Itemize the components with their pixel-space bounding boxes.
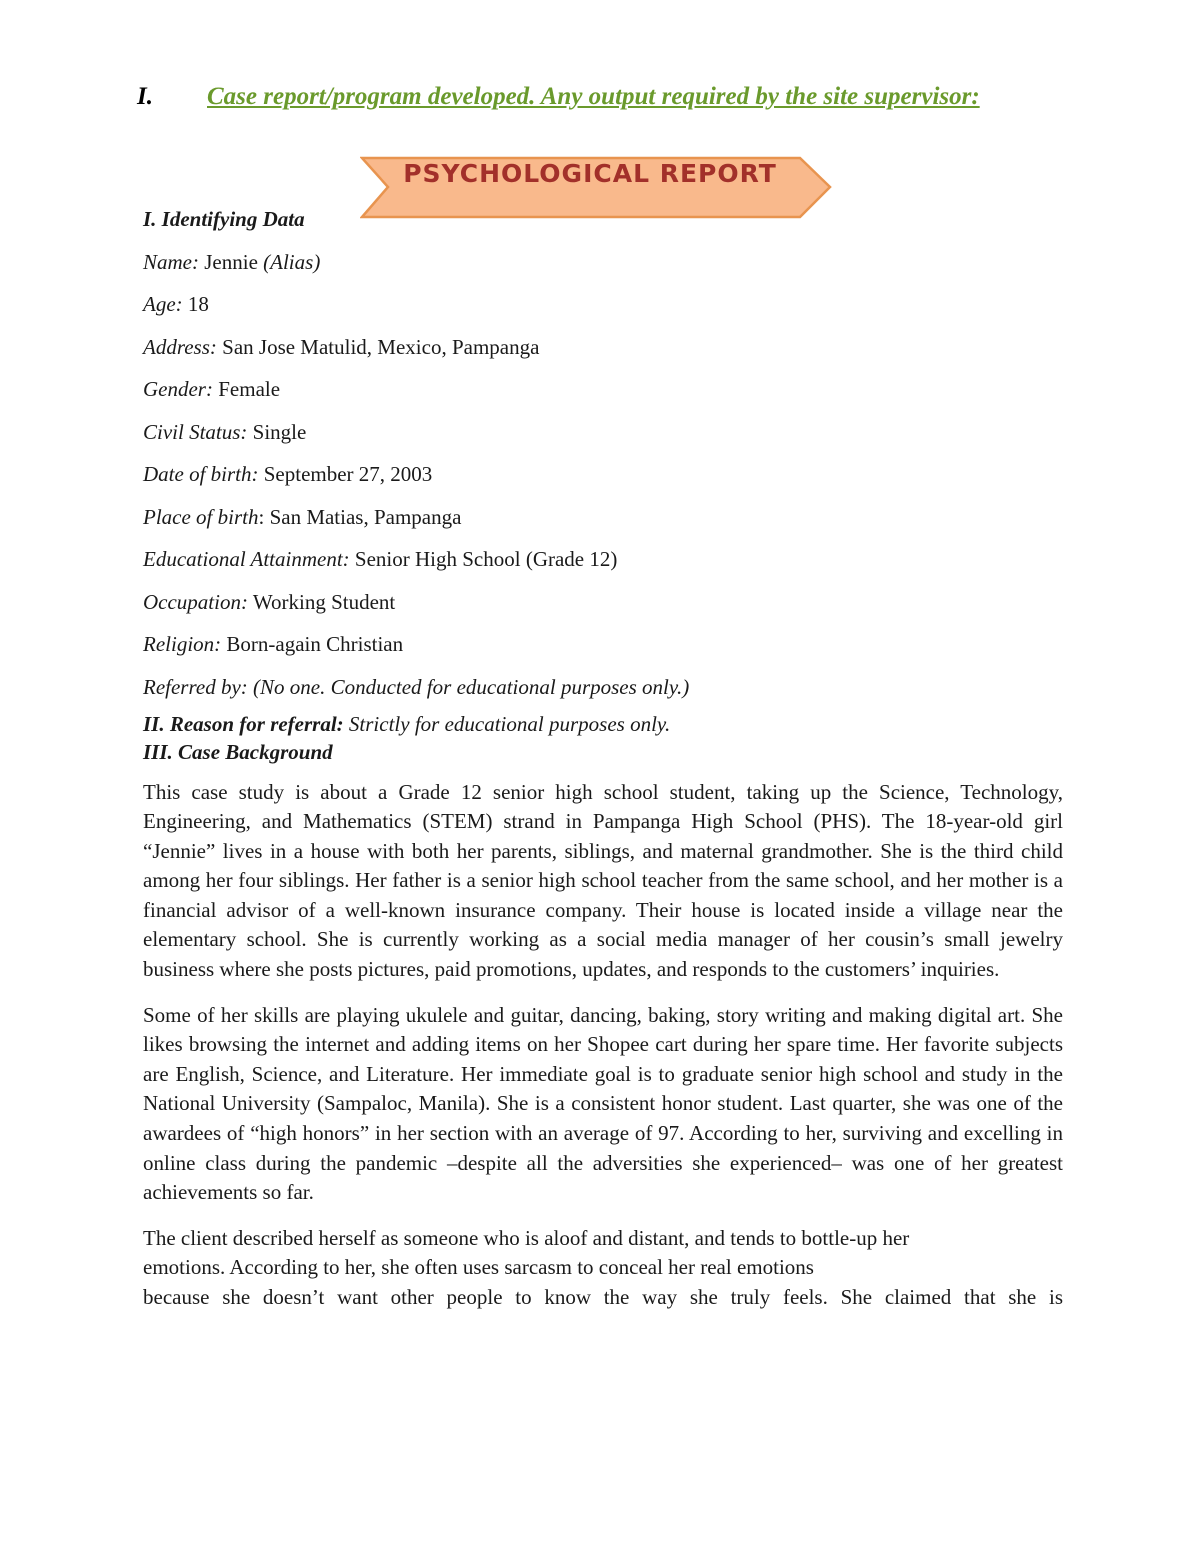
case-background-paragraph-3-line-1: The client described herself as someone who is aloof and distant, and tends to bottle-up her bbox=[143, 1225, 910, 1250]
case-background-paragraph-3-line-3: because she doesn’t want other people to know the way she truly feels. She claimed that she is bbox=[143, 1285, 1063, 1309]
field-label: Civil Status: bbox=[143, 419, 248, 444]
reason-for-referral bbox=[143, 710, 1063, 738]
field-label: Age: bbox=[143, 292, 183, 316]
field-occupation bbox=[143, 587, 1063, 617]
field-label: Place of birth bbox=[143, 504, 259, 529]
field-age bbox=[143, 289, 1063, 319]
report-title: PSYCHOLOGICAL REPORT bbox=[403, 159, 777, 188]
field-label: Referred by: (No one. Conducted for educational purposes only.) bbox=[143, 674, 690, 699]
field-value: : San Matias, Pampanga bbox=[258, 504, 462, 529]
section-heading-text: Case report/program developed. Any output required by the site supervisor: bbox=[207, 83, 980, 110]
field-civil-status bbox=[143, 417, 1063, 447]
field-gender bbox=[143, 374, 1063, 404]
field-value: September 27, 2003 bbox=[258, 462, 433, 486]
section-heading-number: I. bbox=[137, 83, 153, 110]
reason-heading: II. Reason for referral: bbox=[143, 711, 344, 736]
field-label: Educational Attainment: bbox=[143, 547, 350, 571]
field-value: Jennie bbox=[199, 249, 264, 274]
field-value: Female bbox=[212, 377, 281, 401]
report-body bbox=[143, 204, 1063, 1313]
field-label: Occupation: bbox=[143, 589, 248, 614]
field-label: Address: bbox=[143, 334, 217, 359]
field-value: Working Student bbox=[247, 589, 396, 614]
field-label: Date of birth: bbox=[143, 462, 259, 486]
field-religion bbox=[143, 629, 1063, 659]
identifying-data-heading: I. Identifying Data bbox=[143, 207, 305, 231]
case-background-paragraph-3-line-2: emotions. According to her, she often uses sarcasm to conceal her real emotions bbox=[143, 1255, 814, 1280]
field-value: 18 bbox=[182, 292, 209, 316]
field-value-alias: (Alias) bbox=[263, 249, 321, 274]
field-educational-attainment bbox=[143, 544, 1063, 574]
case-background-paragraph-2: Some of her skills are playing ukulele and guitar, dancing, baking, story writing and making digital art. She likes browsing the internet and adding items on her Shopee cart during her spare time. Her favorite subjects are English, Science, and Literature. Her immediate goal is to graduate senior high school and study in the National University (Sampaloc, Manila). She is a consistent honor student. Last quarter, she was one of the awardees of “high honors” in her section with an average of 97. According to her, surviving and excelling in online class during the pandemic –despite all the adversities she experienced– was one of her greatest achievements so far. bbox=[143, 1002, 1063, 1205]
reason-text: Strictly for educational purposes only. bbox=[343, 711, 671, 736]
field-value: Senior High School (Grade 12) bbox=[349, 547, 618, 571]
field-value: Single bbox=[247, 419, 307, 444]
field-referred-by bbox=[143, 672, 1063, 702]
field-value: San Jose Matulid, Mexico, Pampanga bbox=[216, 334, 540, 359]
field-label: Gender: bbox=[143, 377, 213, 401]
field-name bbox=[143, 247, 1063, 277]
field-date-of-birth bbox=[143, 459, 1063, 489]
field-address bbox=[143, 332, 1063, 362]
field-label: Religion: bbox=[143, 632, 222, 656]
field-value: Born-again Christian bbox=[221, 632, 404, 656]
case-background-heading: III. Case Background bbox=[143, 739, 333, 764]
section-heading bbox=[137, 80, 1077, 114]
field-place-of-birth bbox=[143, 502, 1063, 532]
case-background-paragraph-1: This case study is about a Grade 12 senior high school student, taking up the Science, Technology, Engineering, and Mathematics (STEM) strand in Pampanga High School (PHS). The 18-year-old girl “Jennie” lives in a house with both her parents, siblings, and maternal grandmother. She is the third child among her four siblings. Her father is a senior high school teacher from the same school, and her mother is a financial advisor of a well-known insurance company. Their house is located inside a village near the elementary school. She is currently working as a social media manager of her cousin’s small jewelry business where she posts pictures, paid promotions, updates, and responds to the customers’ inquiries. bbox=[143, 779, 1063, 982]
field-label: Name: bbox=[143, 249, 199, 274]
